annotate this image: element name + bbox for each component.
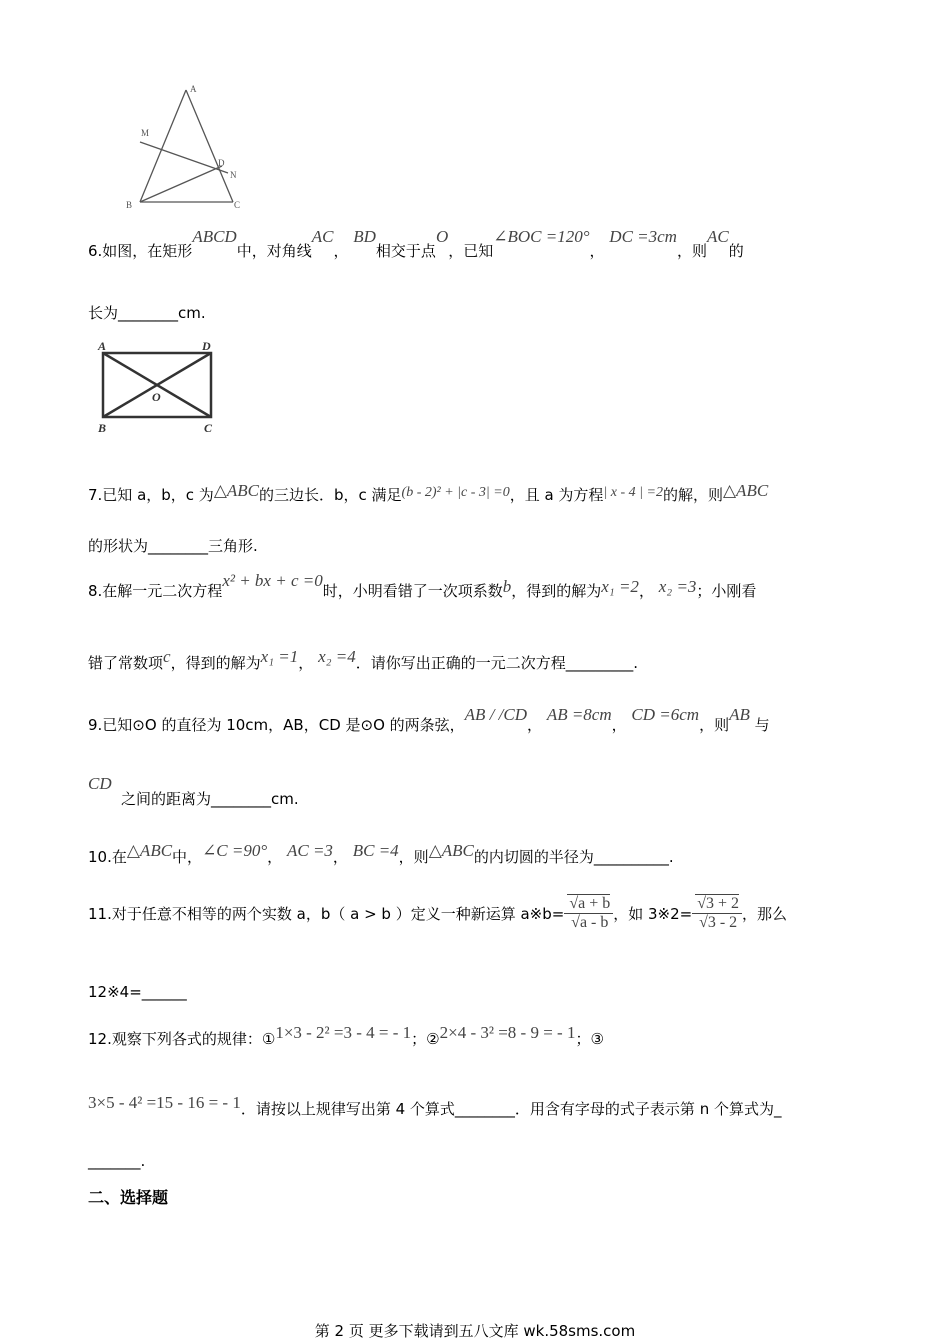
fig1-label-b: B	[126, 200, 133, 210]
question-11-line2: 12※4=______	[88, 983, 187, 1001]
fraction-example: $\frac{√3 + 2}{√3 - 2}$	[692, 895, 742, 932]
fig2-label-a: A	[98, 339, 107, 353]
section-heading: 二、选择题	[88, 1188, 169, 1207]
fig1-label-m: M	[141, 128, 150, 138]
fig2-label-o: O	[152, 390, 161, 404]
fig2-label-d: D	[202, 339, 211, 353]
fig2-label-b: B	[98, 421, 107, 435]
question-9: 9.已知⊙O 的直径为 10cm，AB，CD 是⊙O 的两条弦，AB / /CD， AB =8cm， CD =6cm，则AB 与	[88, 705, 770, 734]
fig2-label-c: C	[204, 421, 213, 435]
question-12-line2: 3×5 - 4² =15 - 16 = - 1．请按以上规律写出第 4 个算式________．用含有字母的式子表示第 n 个算式为_	[88, 1093, 782, 1118]
question-12: 12.观察下列各式的规律：①1×3 - 2² =3 - 4 = - 1；②2×4 - 3² =8 - 9 = - 1；③	[88, 1023, 604, 1048]
question-6-line2: 长为________cm.	[88, 304, 206, 322]
fig1-label-n: N	[230, 170, 237, 180]
question-10: 10.在△ABC中，∠C =90°， AC =3， BC =4，则△ABC的内切圆的半径为__________.	[88, 841, 674, 866]
fig1-label-c: C	[234, 200, 241, 210]
question-8-line2: 错了常数项c，得到的解为x₁ =1， x₂ =4．请你写出正确的一元二次方程_________.	[88, 647, 639, 672]
page-footer: 第 2 页 更多下载请到五八文库 wk.58sms.com	[314, 1322, 636, 1340]
question-6: 6.如图，在矩形ABCD中，对角线AC， BD相交于点O，已知∠BOC =120°， DC =3cm，则AC的	[88, 227, 744, 260]
fraction-definition: $\frac{√a + b}{√a - b}$	[564, 895, 613, 932]
question-9-line2: CD 之间的距离为________cm.	[88, 774, 299, 808]
fig1-label-d: D	[218, 158, 225, 168]
triangle-figure	[118, 80, 248, 215]
fig1-label-a: A	[190, 84, 197, 94]
question-12-line3: _______.	[88, 1152, 146, 1170]
question-7: 7.已知 a，b，c 为△ABC的三边长．b，c 满足(b - 2)² + |c - 3| =0，且 a 为方程| x - 4 | =2的解，则△ABC	[88, 481, 769, 504]
question-8: 8.在解一元二次方程x² + bx + c =0时，小明看错了一次项系数b，得到的解为x₁ =2， x₂ =3；小刚看	[88, 571, 757, 600]
rectangle-figure	[92, 337, 222, 437]
question-11: 11.对于任意不相等的两个实数 a，b（ a > b ）定义一种新运算 a※b= $\frac{√a + b}{√a - b}$ ，如 3※2= $\frac{√3 + 2}{√3 - 2}$ ，那么	[88, 895, 788, 931]
question-7-line2: 的形状为________三角形.	[88, 537, 258, 555]
